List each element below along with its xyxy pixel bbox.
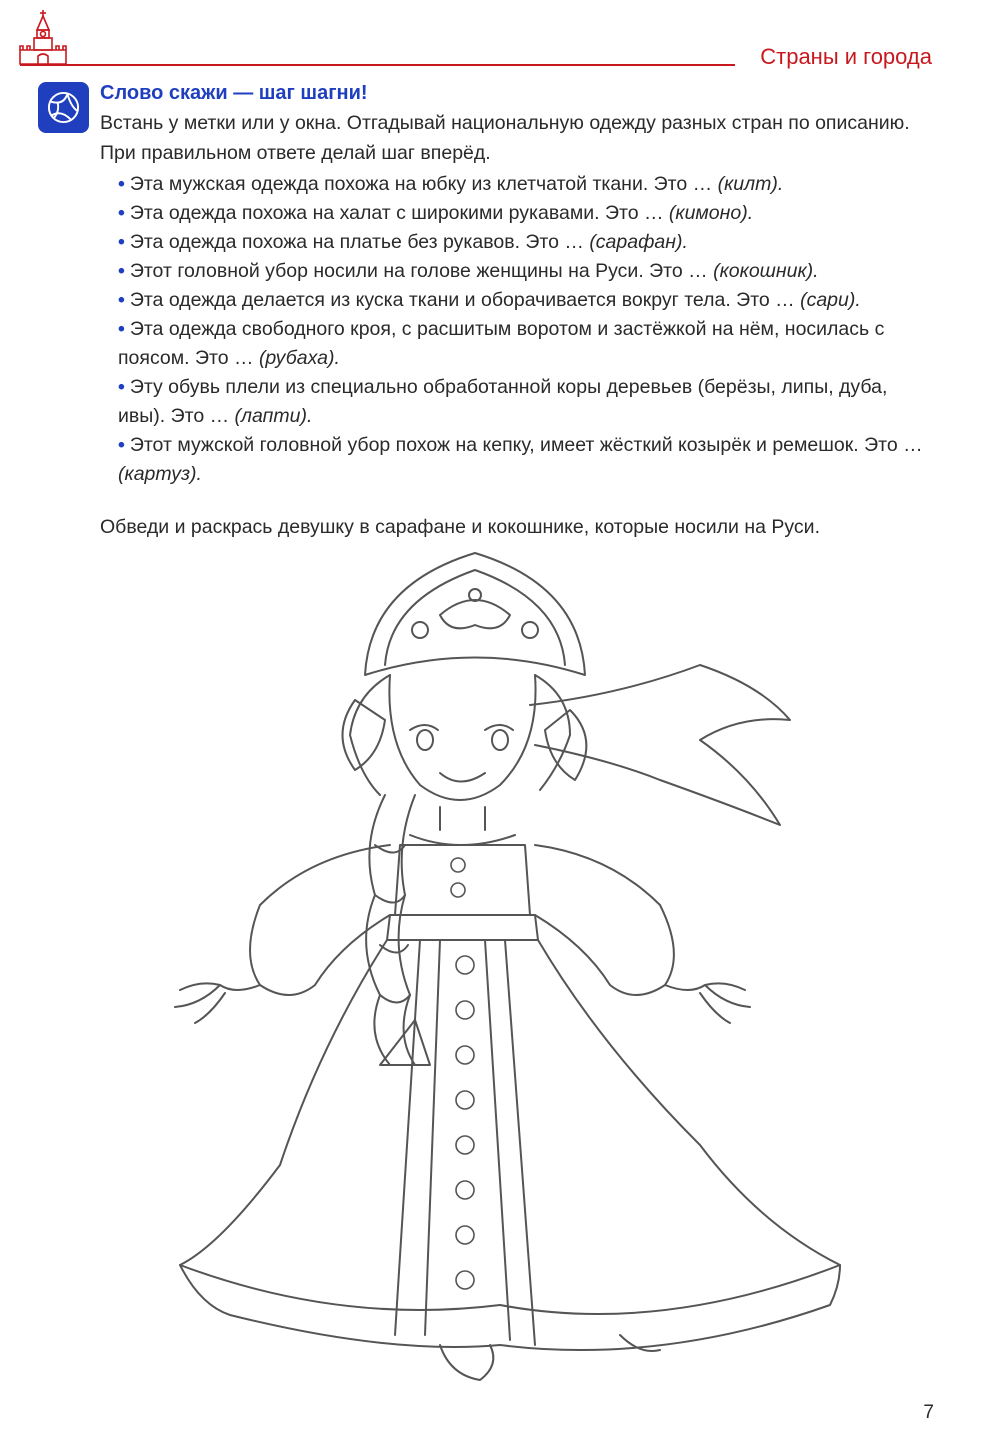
answer: (сари). bbox=[800, 289, 861, 311]
answer: (кокошник). bbox=[713, 260, 819, 282]
bullet-icon: • bbox=[118, 434, 125, 456]
answer: (рубаха). bbox=[258, 347, 340, 369]
answer: (картуз). bbox=[118, 463, 202, 485]
list-item: • Эта одежда свободного кроя, с расшитым воротом и застёжкой на нём, носилась с поясом. Это … (рубаха). bbox=[118, 318, 885, 369]
bullet-icon: • bbox=[118, 202, 125, 224]
list-item: • Эта одежда делается из куска ткани и оборачивается вокруг тела. Это … (сари). bbox=[118, 289, 861, 311]
bullet-icon: • bbox=[118, 376, 125, 398]
list-item: • Эта одежда похожа на платье без рукавов. Это … (сарафан). bbox=[118, 231, 688, 253]
coloring-instruction: Обведи и раскрась девушку в сарафане и кокошнике, которые носили на Руси. bbox=[100, 516, 820, 538]
page-number: 7 bbox=[923, 1402, 934, 1423]
answer: (килт). bbox=[717, 173, 784, 195]
coloring-picture-girl bbox=[140, 545, 880, 1405]
kremlin-tower-icon bbox=[18, 8, 68, 70]
section-title: Страны и города bbox=[760, 44, 932, 69]
bullet-icon: • bbox=[118, 173, 125, 195]
header-rule bbox=[20, 64, 735, 66]
list-item: • Эту обувь плели из специально обработанной коры деревьев (берёзы, липы, дуба, ивы). Это … (лапти). bbox=[118, 376, 888, 427]
bullet-icon: • bbox=[118, 260, 125, 282]
list-item: • Эта мужская одежда похожа на юбку из клетчатой ткани. Это … (килт). bbox=[118, 173, 784, 195]
ball-icon bbox=[38, 82, 89, 133]
bullet-icon: • bbox=[118, 231, 125, 253]
bullet-icon: • bbox=[118, 289, 125, 311]
task-title: Слово скажи — шаг шагни! bbox=[100, 82, 368, 104]
list-item: • Этот головной убор носили на голове женщины на Руси. Это … (кокошник). bbox=[118, 260, 819, 282]
list-item: • Этот мужской головной убор похож на кепку, имеет жёсткий козырёк и ремешок. Это … (картуз). bbox=[118, 434, 923, 485]
bullet-icon: • bbox=[118, 318, 125, 340]
list-item: • Эта одежда похожа на халат с широкими рукавами. Это … (кимоно). bbox=[118, 202, 754, 224]
riddle-list bbox=[118, 170, 933, 489]
answer: (сарафан). bbox=[589, 231, 688, 253]
answer: (лапти). bbox=[234, 405, 313, 427]
answer: (кимоно). bbox=[668, 202, 754, 224]
page-header bbox=[0, 0, 1000, 80]
task-intro: Встань у метки или у окна. Отгадывай национальную одежду разных стран по описанию. При правильном ответе делай шаг вперёд. bbox=[100, 112, 910, 164]
